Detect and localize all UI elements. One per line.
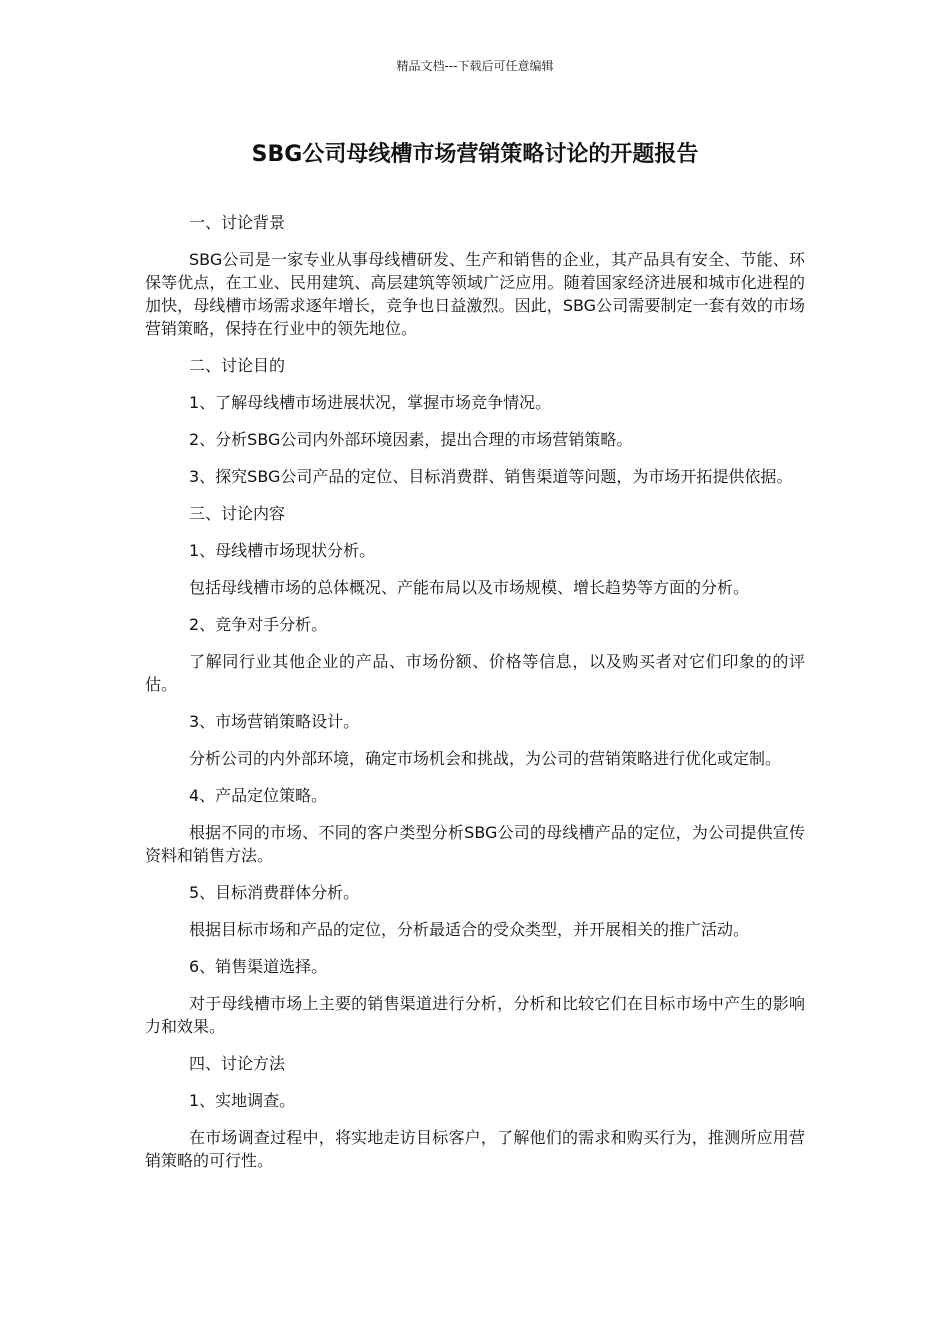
content-item-4-heading: 4、产品定位策略。 [189,786,328,805]
section-heading-methods: 四、讨论方法 [189,1054,286,1073]
purpose-item-1: 1、了解母线槽市场进展状况，掌握市场竞争情况。 [189,393,552,412]
content-item-5-heading: 5、目标消费群体分析。 [189,883,360,902]
method-item-1-text: 在市场调查过程中，将实地走访目标客户，了解他们的需求和购买行为，推测所应用营销策略的可行性。 [145,1128,805,1170]
content-item-1-heading: 1、母线槽市场现状分析。 [189,541,376,560]
content-item-3-heading: 3、市场营销策略设计。 [189,712,360,731]
content-item-4-text: 根据不同的市场、不同的客户类型分析SBG公司的母线槽产品的定位，为公司提供宣传资料和销售方法。 [145,823,805,865]
content-item-6-heading: 6、销售渠道选择。 [189,957,328,976]
page-header-note: 精品文档---下载后可任意编辑 [396,59,554,73]
document-title: SBG公司母线槽市场营销策略讨论的开题报告 [251,142,699,167]
section-heading-purpose: 二、讨论目的 [189,356,286,375]
content-item-5-text: 根据目标市场和产品的定位，分析最适合的受众类型，并开展相关的推广活动。 [189,920,750,939]
document-body [145,211,805,1186]
section-heading-background: 一、讨论背景 [189,213,286,232]
purpose-item-2: 2、分析SBG公司内外部环境因素，提出合理的市场营销策略。 [189,430,633,449]
content-item-2-heading: 2、竞争对手分析。 [189,615,328,634]
section-heading-content: 三、讨论内容 [189,504,286,523]
content-item-3-text: 分析公司的内外部环境，确定市场机会和挑战，为公司的营销策略进行优化或定制。 [189,749,782,768]
method-item-1-heading: 1、实地调查。 [189,1091,296,1110]
content-item-6-text: 对于母线槽市场上主要的销售渠道进行分析，分析和比较它们在目标市场中产生的影响力和效果。 [145,994,805,1036]
content-item-1-text: 包括母线槽市场的总体概况、产能布局以及市场规模、增长趋势等方面的分析。 [189,578,750,597]
purpose-item-3: 3、探究SBG公司产品的定位、目标消费群、销售渠道等问题，为市场开拓提供依据。 [189,467,793,486]
content-item-2-text: 了解同行业其他企业的产品、市场份额、价格等信息，以及购买者对它们印象的的评估。 [145,652,805,694]
background-paragraph: SBG公司是一家专业从事母线槽研发、生产和销售的企业，其产品具有安全、节能、环保等优点，在工业、民用建筑、高层建筑等领域广泛应用。随着国家经济进展和城市化进程的加快，母线槽市场需求逐年增长，竞争也日益激烈。因此，SBG公司需要制定一套有效的市场营销策略，保持在行业中的领先地位。 [145,250,805,338]
